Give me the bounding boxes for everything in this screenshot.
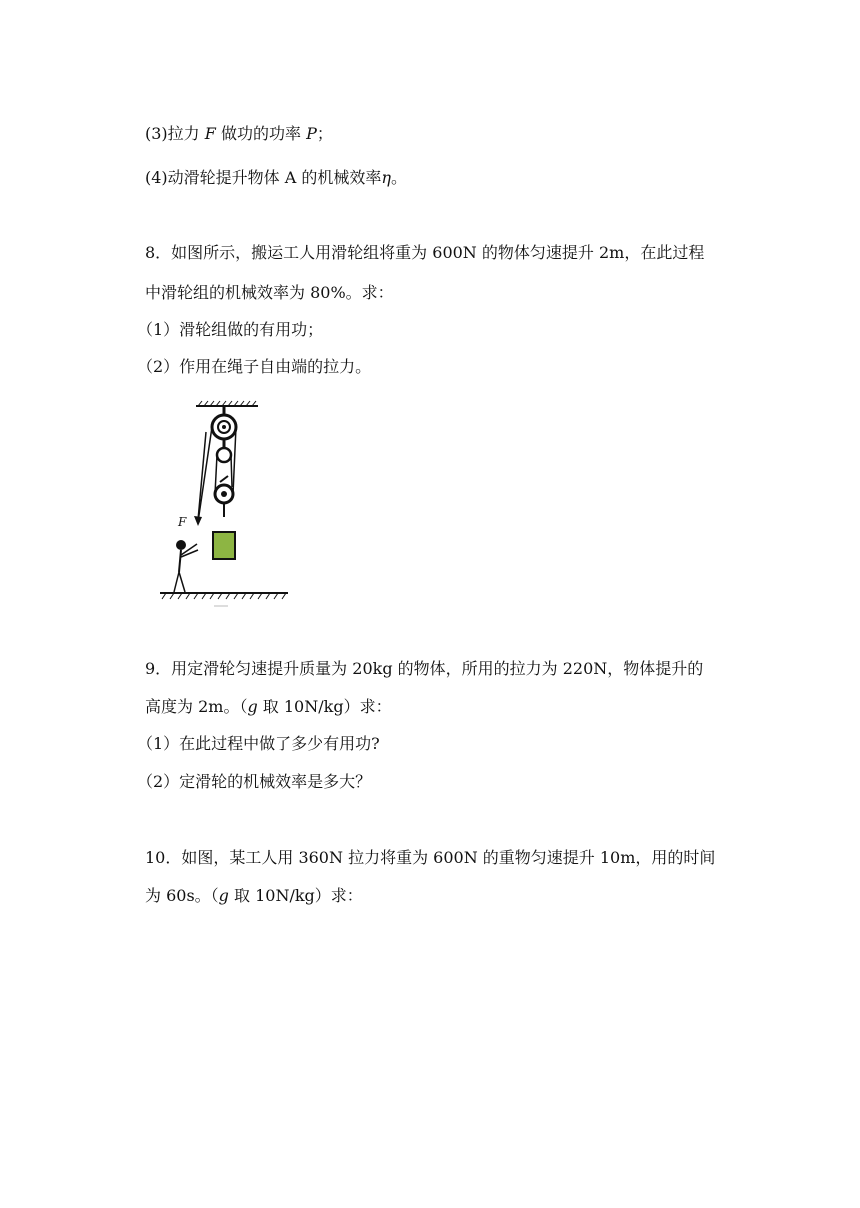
var-f: F — [204, 124, 216, 143]
q9-sub1: （1）在此过程中做了多少有用功? — [137, 734, 380, 753]
force-label: F — [178, 515, 187, 529]
var-eta: η — [381, 168, 391, 187]
q10-line2 — [145, 886, 363, 906]
q10-line2-text-post: 取 10N/kg）求： — [228, 886, 363, 905]
q7-part4-text: (4)动滑轮提升物体 A 的机械效率 — [145, 168, 382, 187]
q7-part4-text-post: 。 — [391, 168, 408, 187]
rope-lines — [198, 427, 236, 522]
worker-figure — [174, 540, 198, 592]
ceiling-hatch — [196, 401, 258, 406]
q7-part3-text: (3)拉力 — [145, 124, 205, 143]
moving-pulley — [215, 476, 233, 517]
var-g-2: g — [218, 886, 229, 905]
var-g: g — [247, 697, 258, 716]
var-p: P — [306, 124, 317, 143]
q9-line2-text-post: 取 10N/kg）求： — [257, 697, 392, 716]
load-block — [213, 532, 235, 559]
q7-part4 — [145, 168, 407, 188]
q8-sub1: （1）滑轮组做的有用功； — [137, 320, 324, 339]
q9-sub2: （2）定滑轮的机械效率是多大？ — [137, 772, 372, 791]
q10-line2-text: 为 60s。（ — [145, 886, 219, 905]
q8-line2: 中滑轮组的机械效率为 80%。求： — [145, 283, 394, 302]
q10-line1: 10．如图，某工人用 360N 拉力将重为 600N 的重物匀速提升 10m，用的时间 — [145, 848, 716, 867]
q8-line1: 8．如图所示，搬运工人用滑轮组将重为 600N 的物体匀速提升 2m，在此过程 — [145, 243, 705, 262]
pulley-system-figure — [154, 392, 294, 612]
q7-part3-text-mid: 做功的功率 — [215, 124, 307, 143]
q9-line2 — [145, 697, 392, 717]
q9-line2-text: 高度为 2m。（ — [145, 697, 248, 716]
fixed-pulley — [212, 415, 236, 462]
q8-sub2: （2）作用在绳子自由端的拉力。 — [137, 357, 372, 376]
floor-hatch — [160, 593, 288, 606]
q7-part3-text-post: ； — [316, 124, 333, 143]
q7-part3 — [145, 124, 333, 144]
q9-line1: 9．用定滑轮匀速提升质量为 20kg 的物体，所用的拉力为 220N，物体提升的 — [145, 659, 704, 678]
